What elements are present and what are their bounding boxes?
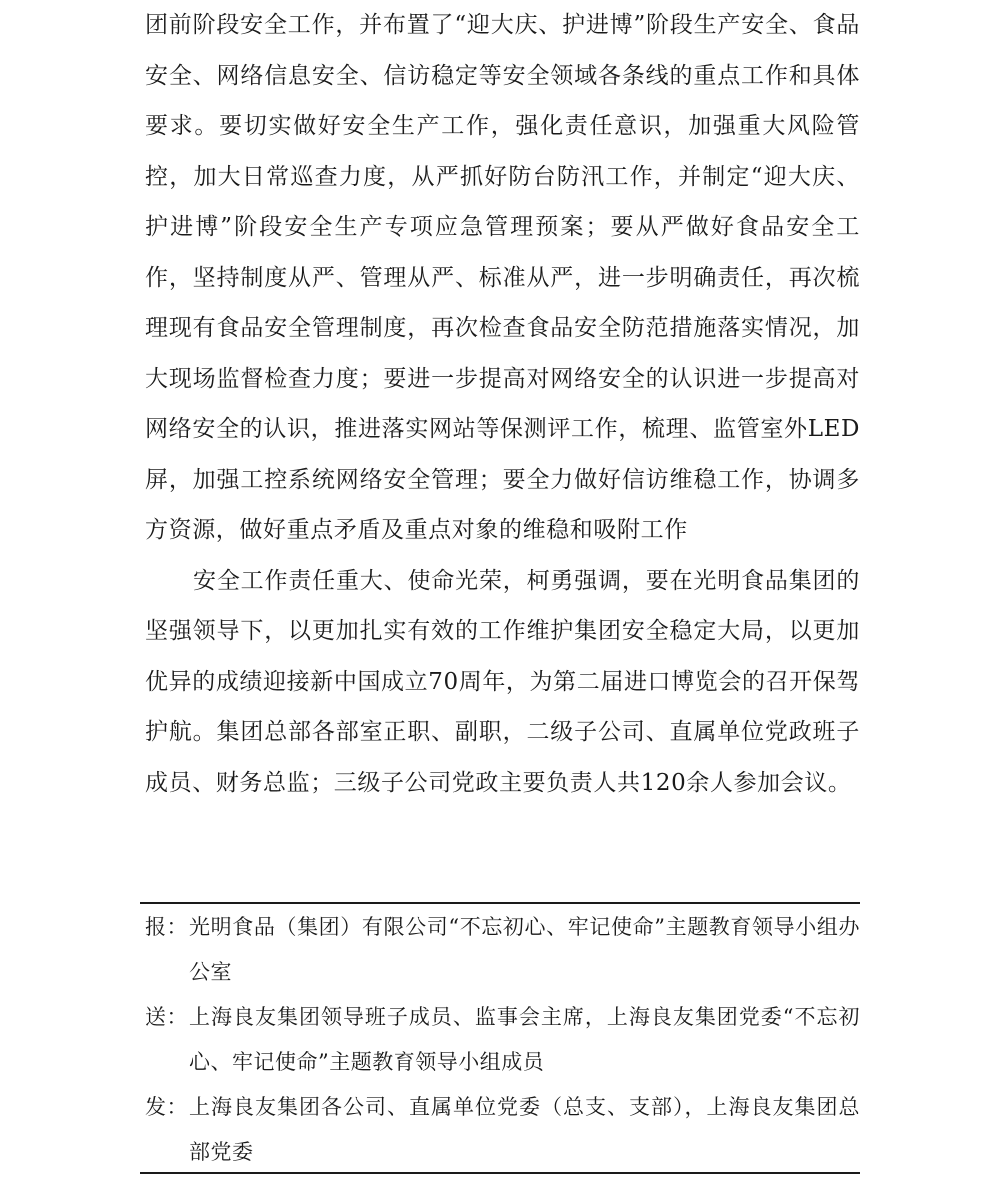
distribution-item-report	[145, 905, 860, 995]
distribution-list	[145, 905, 860, 1175]
distribution-label: 发：	[145, 1095, 188, 1119]
document-body	[145, 0, 860, 808]
distribution-top-rule	[140, 902, 860, 904]
distribution-bottom-rule	[140, 1172, 860, 1174]
distribution-recipients: 上海良友集团各公司、直属单位党委（总支、支部），上海良友集团总部党委	[189, 1095, 860, 1164]
distribution-label: 报：	[145, 915, 188, 939]
body-paragraph-2: 安全工作责任重大、使命光荣，柯勇强调，要在光明食品集团的坚强领导下，以更加扎实有效的工作维护集团安全稳定大局，以更加优异的成绩迎接新中国成立70周年，为第二届进口博览会的召开保驾护航。集团总部各部室正职、副职，二级子公司、直属单位党政班子成员、财务总监；三级子公司党政主要负责人共120余人参加会议。	[145, 567, 860, 796]
distribution-item-issue	[145, 1085, 860, 1175]
distribution-recipients: 光明食品（集团）有限公司“不忘初心、牢记使命”主题教育领导小组办公室	[189, 915, 860, 984]
body-paragraph-1: 团前阶段安全工作，并布置了“迎大庆、护进博”阶段生产安全、食品安全、网络信息安全、信访稳定等安全领域各条线的重点工作和具体要求。要切实做好安全生产工作，强化责任意识，加强重大风险管控，加大日常巡查力度，从严抓好防台防汛工作，并制定“迎大庆、护进博”阶段安全生产专项应急管理预案；要从严做好食品安全工作，坚持制度从严、管理从严、标准从严，进一步明确责任，再次梳理现有食品安全管理制度，再次检查食品安全防范措施落实情况，加大现场监督检查力度；要进一步提高对网络安全的认识进一步提高对网络安全的认识，推进落实网站等保测评工作，梳理、监管室外LED屏，加强工控系统网络安全管理；要全力做好信访维稳工作，协调多方资源，做好重点矛盾及重点对象的维稳和吸附工作	[145, 12, 860, 543]
distribution-item-send	[145, 995, 860, 1085]
distribution-label: 送：	[145, 1005, 188, 1029]
distribution-recipients: 上海良友集团领导班子成员、监事会主席，上海良友集团党委“不忘初心、牢记使命”主题教育领导小组成员	[189, 1005, 860, 1074]
